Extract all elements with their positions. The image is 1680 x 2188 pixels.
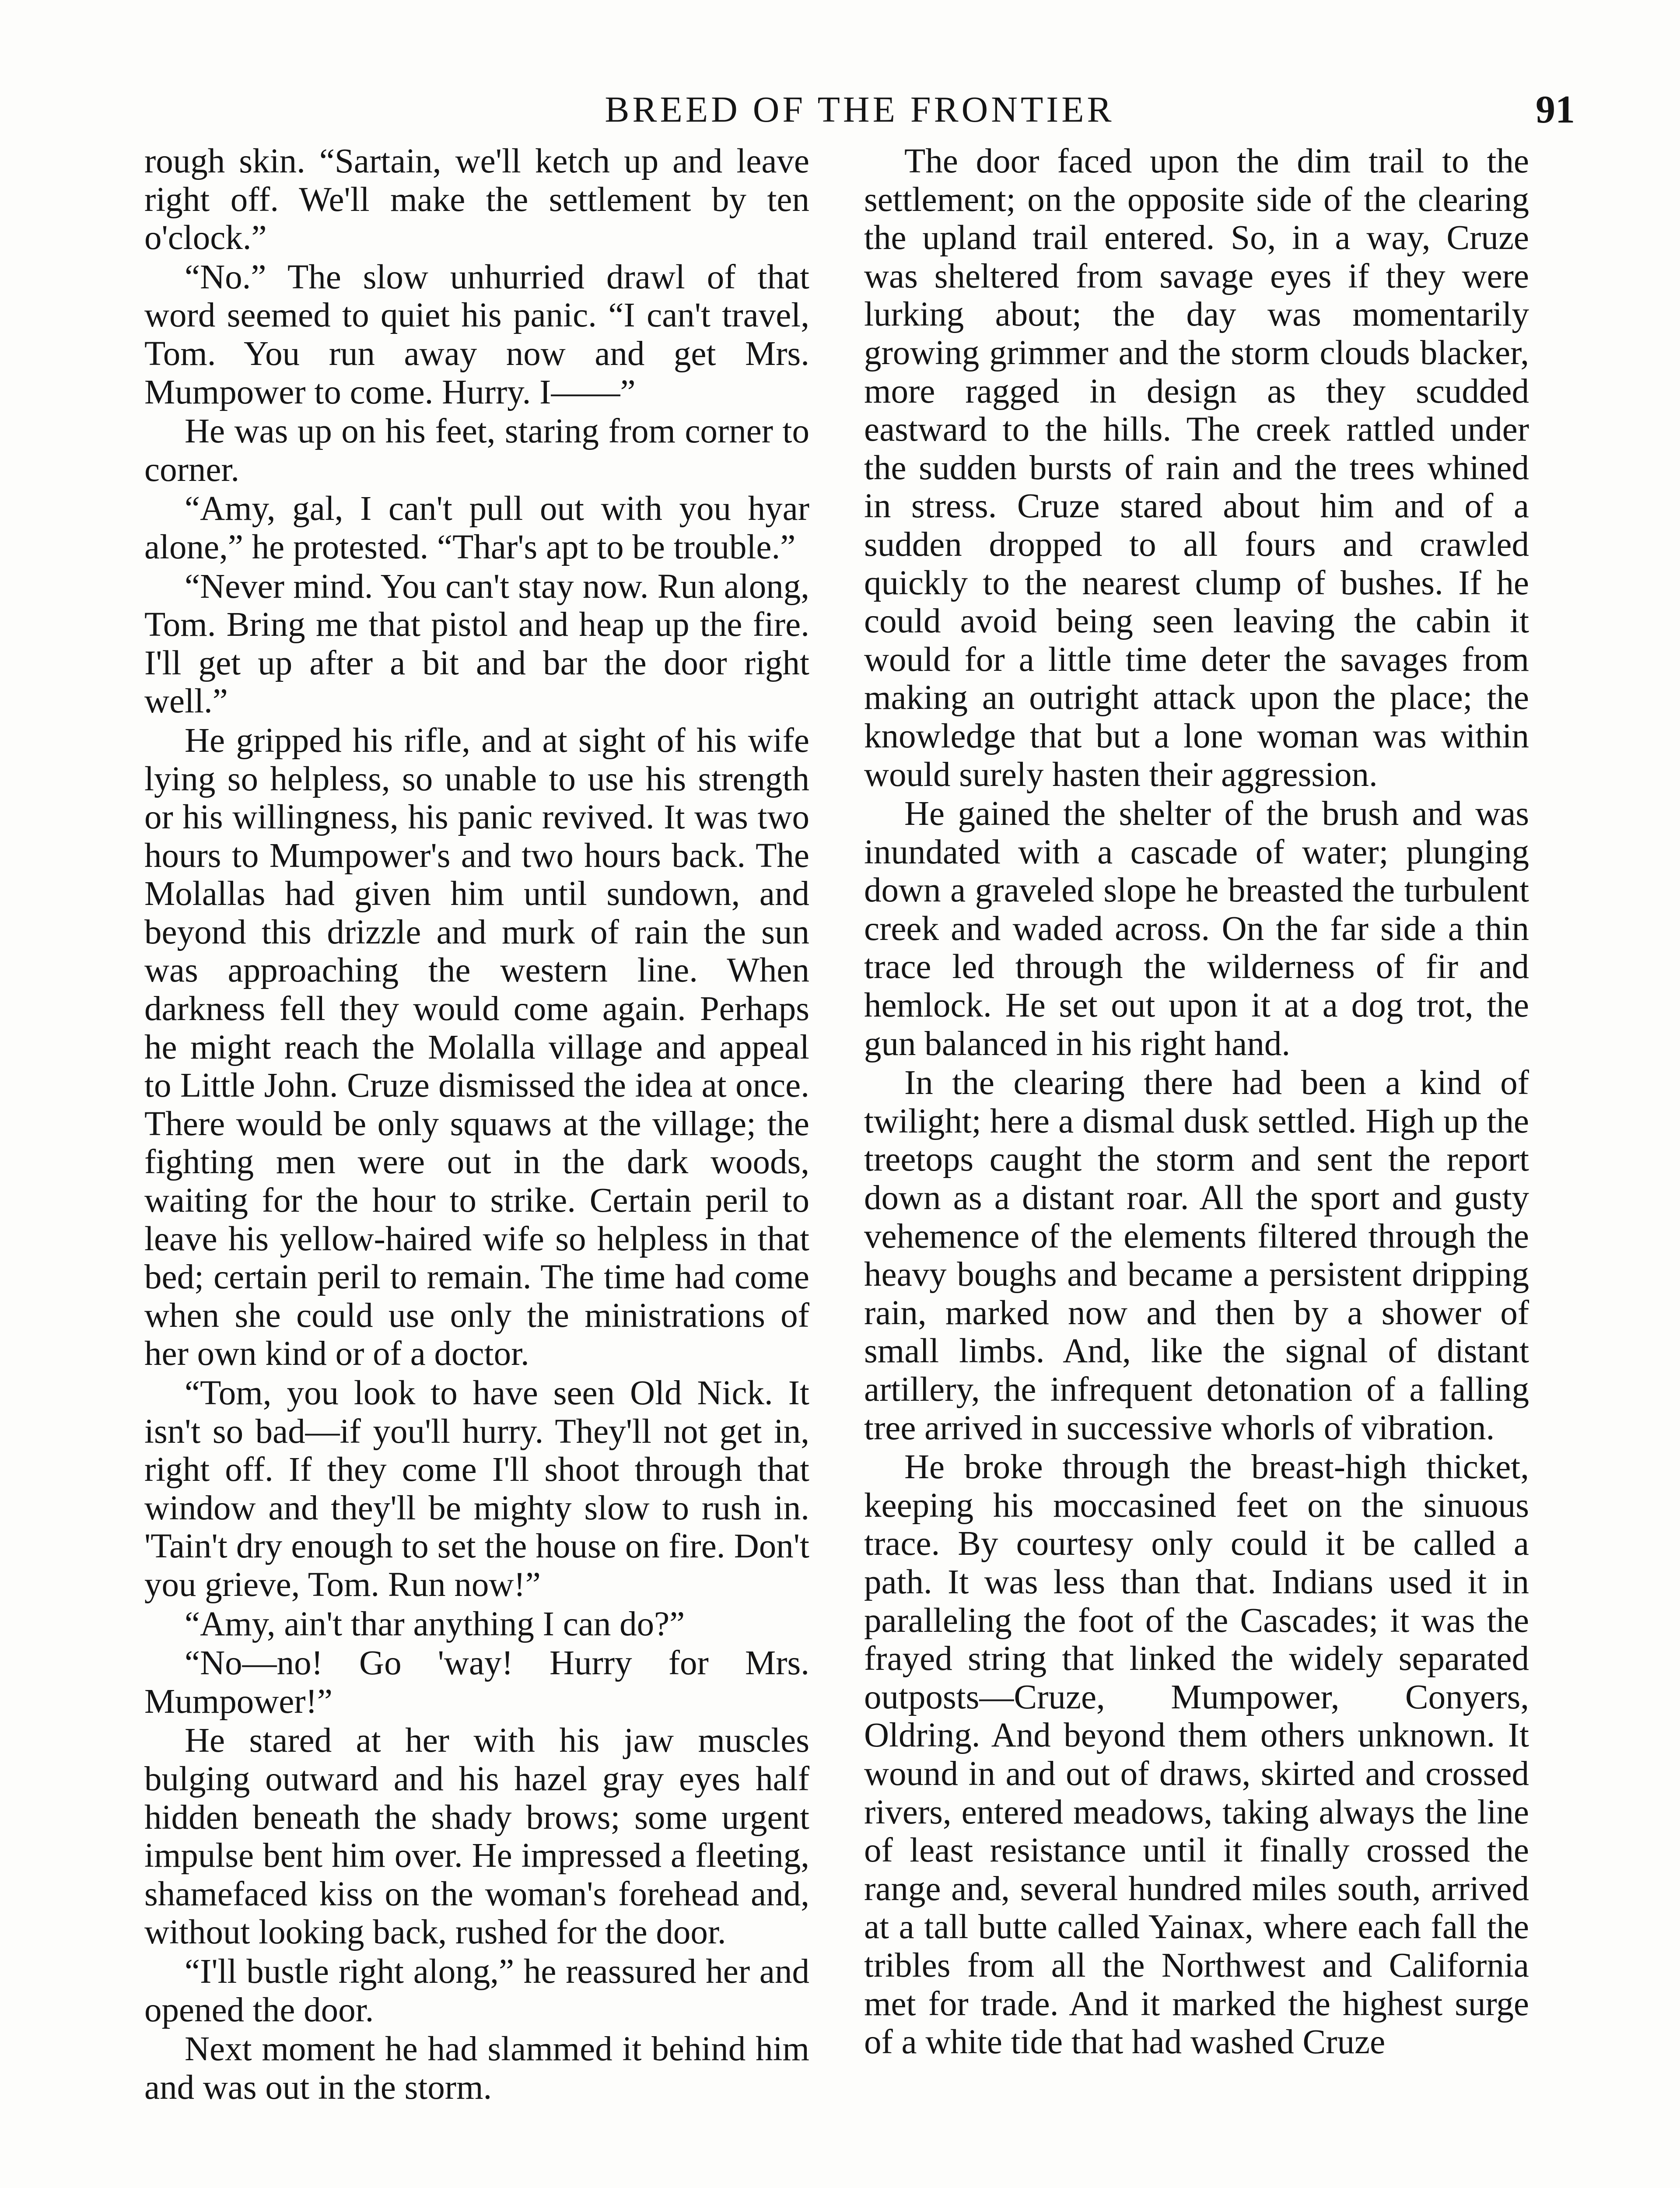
page-header [144, 86, 1575, 134]
paragraph: He gripped his rifle, and at sight of his wife lying so helpless, so unable to use his strength or his willingness, his panic revived. It was two hours to Mumpower's and two hours back. The Molallas had given him until sundown, and beyond this drizzle and murk of rain the sun was approaching the western line. When darkness fell they would come again. Perhaps he might reach the Molalla village and appeal to Little John. Cruze dismissed the idea at once. There would be only squaws at the village; the fighting men were out in the dark woods, waiting for the hour to strike. Certain peril to leave his yellow-haired wife so helpless in that bed; certain peril to remain. The time had come when she could use only the ministrations of her own kind or of a doctor. [144, 721, 809, 1373]
paragraph: “Never mind. You can't stay now. Run along, Tom. Bring me that pistol and heap up the fire. I'll get up after a bit and bar the door right well.” [144, 567, 809, 721]
right-column [864, 142, 1529, 2062]
left-column [144, 142, 809, 2107]
paragraph: “Tom, you look to have seen Old Nick. It isn't so bad—if you'll hurry. They'll not get in, right off. If they come I'll shoot through that window and they'll be mighty slow to rush in. 'Tain't dry enough to set the house on fire. Don't you grieve, Tom. Run now!” [144, 1374, 809, 1604]
paragraph: “Amy, gal, I can't pull out with you hyar alone,” he protested. “Thar's apt to be trouble.” [144, 490, 809, 566]
paragraph: He was up on his feet, staring from corner to corner. [144, 412, 809, 489]
paragraph: The door faced upon the dim trail to the settlement; on the opposite side of the clearing the upland trail entered. So, in a way, Cruze was sheltered from savage eyes if they were lurking about; the day was momentarily growing grimmer and the storm clouds blacker, more ragged in design as they scudded eastward to the hills. The creek rattled under the sudden bursts of rain and the trees whined in stress. Cruze stared about him and of a sudden dropped to all fours and crawled quickly to the nearest clump of bushes. If he could avoid being seen leaving the cabin it would for a little time deter the savages from making an outright attack upon the place; the knowledge that but a lone woman was within would surely hasten their aggression. [864, 142, 1529, 794]
paragraph: “No—no! Go 'way! Hurry for Mrs. Mumpower!” [144, 1644, 809, 1721]
paragraph: “No.” The slow unhurried drawl of that word seemed to quiet his panic. “I can't travel, Tom. You run away now and get Mrs. Mumpower to come. Hurry. I——” [144, 258, 809, 411]
paragraph: He broke through the breast-high thicket, keeping his moccasined feet on the sinuous trace. By courtesy only could it be called a path. It was less than that. Indians used it in paralleling the foot of the Cascades; it was the frayed string that linked the widely separated outposts—Cruze, Mumpower, Conyers, Oldring. And beyond them others unknown. It wound in and out of draws, skirted and crossed rivers, entered meadows, taking always the line of least resistance until it finally crossed the range and, several hundred miles south, arrived at a tall butte called Yainax, where each fall the tribles from all the Northwest and California met for trade. And it marked the highest surge of a white tide that had washed Cruze [864, 1448, 1529, 2062]
paragraph: Next moment he had slammed it behind him and was out in the storm. [144, 2030, 809, 2107]
paragraph: In the clearing there had been a kind of twilight; here a dismal dusk settled. High up the treetops caught the storm and sent the report down as a distant roar. All the sport and gusty vehemence of the elements filtered through the heavy boughs and became a persistent dripping rain, marked now and then by a shower of small limbs. And, like the signal of distant artillery, the infrequent detonation of a falling tree arrived in successive whorls of vibration. [864, 1064, 1529, 1447]
paragraph: He stared at her with his jaw muscles bulging outward and his hazel gray eyes half hidden beneath the shady brows; some urgent impulse bent him over. He impressed a fleeting, shamefaced kiss on the woman's forehead and, without looking back, rushed for the door. [144, 1722, 809, 1952]
paragraph: rough skin. “Sartain, we'll ketch up and leave right off. We'll make the settlement by ten o'clock.” [144, 142, 809, 257]
paragraph: “Amy, ain't thar anything I can do?” [185, 1605, 685, 1643]
paragraph: He gained the shelter of the brush and was inundated with a cascade of water; plunging down a graveled slope he breasted the turbulent creek and waded across. On the far side a thin trace led through the wilderness of fir and hemlock. He set out upon it at a dog trot, the gun balanced in his right hand. [864, 795, 1529, 1063]
running-title: BREED OF THE FRONTIER [605, 89, 1115, 130]
paragraph: “I'll bustle right along,” he reassured her and opened the door. [144, 1952, 809, 2029]
page-number: 91 [1536, 88, 1575, 131]
